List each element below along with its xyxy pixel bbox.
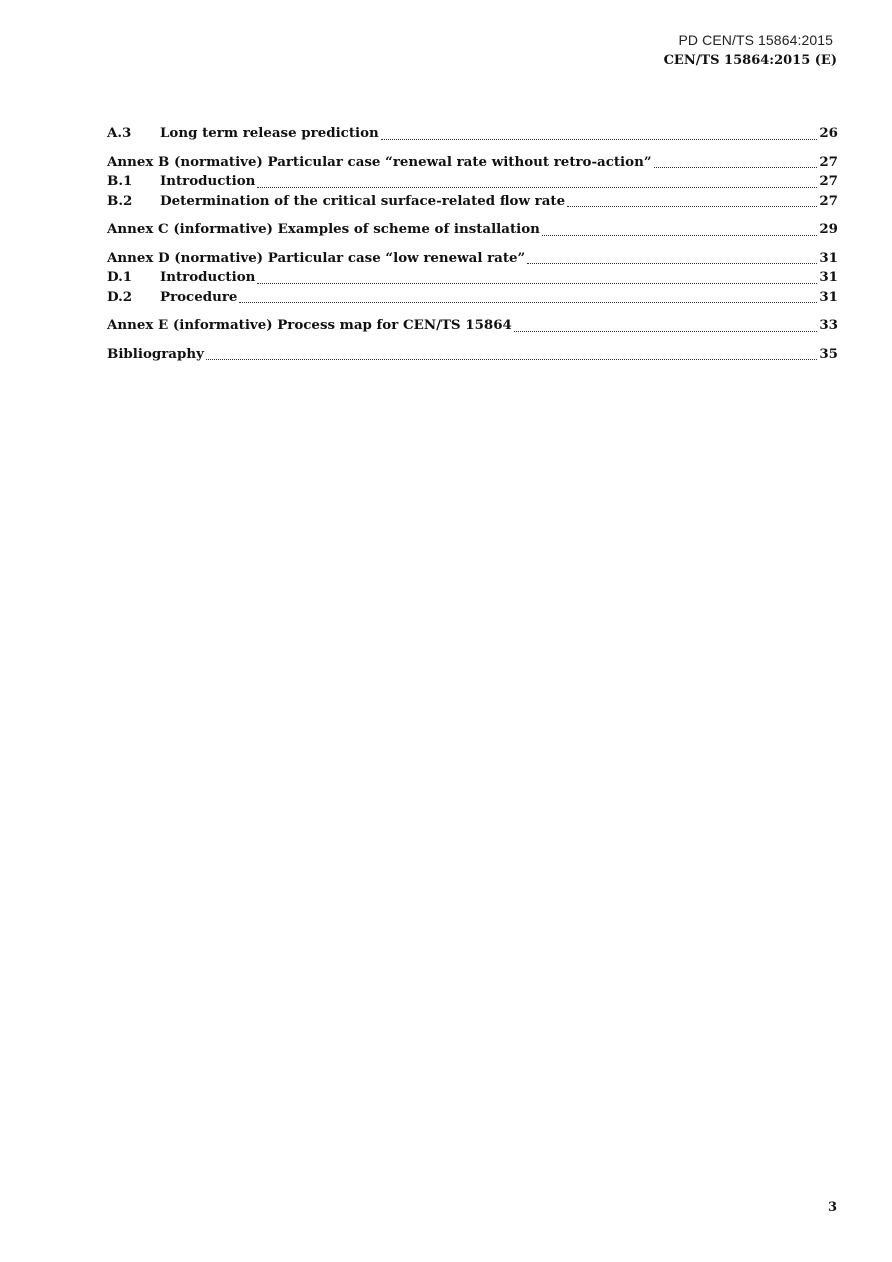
dot-leader (542, 220, 817, 240)
toc-entry-page: 33 (819, 317, 838, 333)
dot-leader (567, 192, 817, 212)
toc-entry-title: Introduction (160, 173, 256, 189)
toc-entry-bibliography[interactable] (107, 345, 838, 365)
toc-entry-title: Annex D (normative) Particular case “low renewal rate” (107, 249, 526, 266)
toc-entry-b2[interactable] (107, 192, 838, 212)
toc-entry-title: Annex B (normative) Particular case “renewal rate without retro-action” (107, 153, 652, 170)
document-identifier-english: CEN/TS 15864:2015 (E) (663, 53, 837, 68)
toc-entry-page: 35 (819, 345, 838, 362)
dot-leader (527, 249, 817, 269)
toc-entry-title: Determination of the critical surface-related flow rate (160, 192, 566, 209)
toc-entry-title: Annex E (informative) Process map for CEN/TS 15864 (107, 317, 512, 333)
toc-entry-number: D.2 (107, 288, 133, 305)
document-identifier: PD CEN/TS 15864:2015 (678, 32, 833, 48)
toc-entry-number: B.1 (107, 173, 133, 189)
dot-leader (654, 153, 818, 173)
toc-entry-page: 29 (819, 221, 838, 237)
toc-entry-page: 31 (819, 288, 838, 305)
dot-leader (257, 172, 817, 192)
toc-entry-d2[interactable] (107, 288, 838, 308)
toc-entry-page: 27 (819, 153, 838, 170)
dot-leader (381, 124, 818, 144)
dot-leader (514, 316, 818, 336)
dot-leader (206, 345, 818, 365)
toc-entry-number: A.3 (107, 125, 132, 141)
toc-entry-title: Bibliography (107, 345, 204, 362)
toc-entry-a3[interactable] (107, 124, 838, 144)
toc-entry-title: Long term release prediction (160, 125, 379, 141)
toc-entry-title: Procedure (160, 288, 238, 305)
dot-leader (239, 288, 817, 308)
toc-entry-annex-b[interactable] (107, 153, 838, 173)
dot-leader (257, 268, 817, 288)
toc-entry-page: 31 (819, 269, 838, 285)
toc-entry-annex-e[interactable] (107, 316, 838, 336)
toc-entry-page: 26 (819, 125, 838, 141)
toc-entry-annex-c[interactable] (107, 220, 838, 240)
toc-entry-number: D.1 (107, 269, 133, 285)
toc-entry-d1[interactable] (107, 268, 838, 288)
toc-entry-annex-d[interactable] (107, 249, 838, 269)
page-number: 3 (827, 1200, 837, 1215)
toc-entry-title: Annex C (informative) Examples of scheme of installation (107, 221, 540, 237)
toc-entry-page: 27 (819, 173, 838, 189)
toc-entry-page: 31 (819, 249, 838, 266)
toc-entry-title: Introduction (160, 269, 256, 285)
table-of-contents (107, 124, 838, 364)
toc-entry-number: B.2 (107, 192, 133, 209)
toc-entry-b1[interactable] (107, 172, 838, 192)
toc-entry-page: 27 (819, 192, 838, 209)
